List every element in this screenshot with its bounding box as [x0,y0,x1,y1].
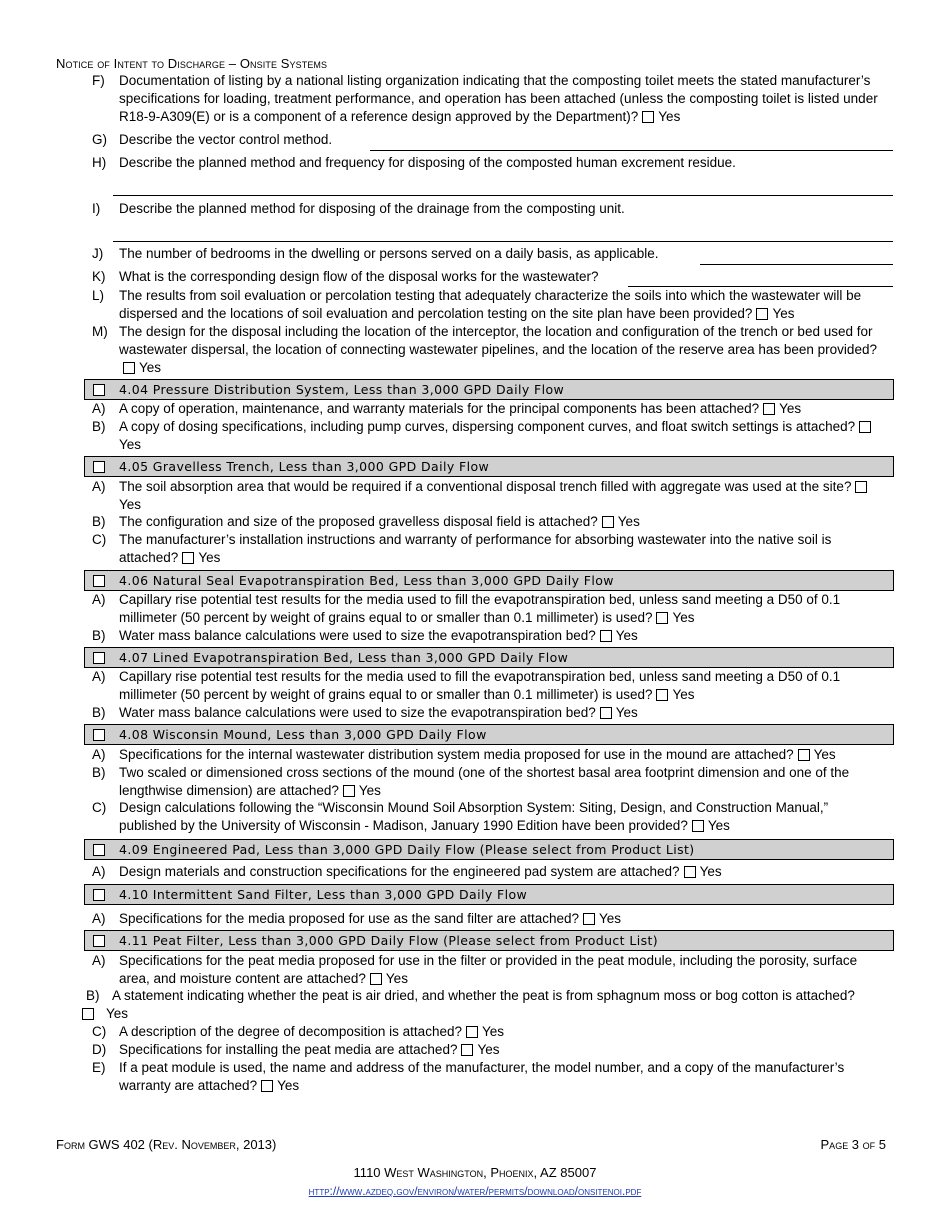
vector-control-answer-line[interactable] [370,150,893,151]
item-text: Water mass balance calculations were used to size the evapotranspiration bed? [119,628,596,643]
section-4-11-header [84,930,894,951]
item-letter: J) [92,246,104,261]
page-header: Notice of Intent to Discharge – Onsite Systems [56,56,328,71]
item-letter: I) [92,201,101,216]
yes-checkbox[interactable] [855,481,867,493]
item-text: Describe the planned method for disposing of the drainage from the composting unit. [119,201,625,216]
section-4-10-item-a [84,910,884,928]
section-4-11-item-b [78,987,878,1023]
section-4-04-header [84,379,894,400]
item-text: A description of the degree of decomposition is attached? [119,1024,462,1039]
yes-checkbox[interactable] [343,785,355,797]
section-title: 4.05 Gravelless Trench, Less than 3,000 GPD Daily Flow [119,459,490,474]
item-letter: K) [92,269,106,284]
item-text: A copy of dosing specifications, including pump curves, dispersing component curves, and float switch settings is attached? [119,419,856,434]
section-4-07-item-b [84,704,884,722]
yes-checkbox[interactable] [859,421,871,433]
item-letter: L) [92,288,105,303]
item-i [84,200,884,218]
yes-checkbox[interactable] [600,630,612,642]
yes-checkbox[interactable] [370,973,382,985]
section-4-08-item-a [84,746,884,764]
section-4-04-item-a [84,400,884,418]
yes-checkbox[interactable] [461,1044,473,1056]
yes-label: Yes [599,911,622,926]
yes-label: Yes [813,747,836,762]
section-4-08-header [84,724,894,745]
item-letter: H) [92,155,107,170]
item-letter: A) [92,669,106,684]
item-letter: B) [92,628,106,643]
item-text: Capillary rise potential test results for the media used to fill the evapotranspiration bed, unless sand meeting a D50 of 0.1 millimeter (50 percent by weight of grains equal to or smaller than 0.1 millimeter) is used? [119,669,841,702]
form-number: Form GWS 402 (Rev. November, 2013) [56,1137,277,1152]
yes-checkbox[interactable] [684,866,696,878]
item-letter: F) [92,73,105,88]
item-text: Specifications for installing the peat media are attached? [119,1042,458,1057]
section-title: 4.11 Peat Filter, Less than 3,000 GPD Daily Flow (Please select from Product List) [119,933,659,948]
yes-label: Yes [385,971,408,986]
section-4-05-item-b [84,513,884,531]
section-4-05-header [84,456,894,477]
yes-checkbox[interactable] [763,403,775,415]
section-checkbox[interactable] [93,729,105,741]
item-letter: G) [92,132,107,147]
yes-label: Yes [481,1024,505,1039]
section-4-10-header [84,884,894,905]
section-checkbox[interactable] [93,935,105,947]
item-letter: A) [92,911,106,926]
yes-label: Yes [779,401,802,416]
item-letter: A) [92,747,106,762]
item-k [84,268,884,286]
section-title: 4.09 Engineered Pad, Less than 3,000 GPD Daily Flow (Please select from Product List) [119,842,695,857]
item-text: If a peat module is used, the name and address of the manufacturer, the model number, and a copy of the manufacturer’s warranty are attached? [119,1060,845,1093]
section-4-11-item-e [84,1059,884,1095]
section-4-09-item-a [84,863,884,881]
section-title: 4.10 Intermittent Sand Filter, Less than 3,000 GPD Daily Flow [119,887,528,902]
section-4-05-item-c [84,531,884,567]
section-title: 4.07 Lined Evapotranspiration Bed, Less than 3,000 GPD Daily Flow [119,650,569,665]
item-letter: C) [92,532,107,547]
item-text: The soil absorption area that would be required if a conventional disposal trench filled with aggregate was used at the site? [119,479,852,494]
yes-label: Yes [699,864,722,879]
yes-checkbox[interactable] [123,362,135,374]
yes-label: Yes [707,818,730,833]
yes-checkbox[interactable] [642,111,654,123]
yes-checkbox[interactable] [798,749,810,761]
item-text: A statement indicating whether the peat is air dried, and whether the peat is from sphagnum moss or bog cotton is attached? [112,988,855,1003]
yes-label: Yes [672,610,695,625]
item-letter: B) [92,705,106,720]
item-letter: A) [92,953,106,968]
item-g [84,131,884,149]
yes-label: Yes [277,1078,300,1093]
section-title: 4.04 Pressure Distribution System, Less than 3,000 GPD Daily Flow [119,382,565,397]
yes-label: Yes [477,1042,500,1057]
page-number: Page 3 of 5 [820,1137,886,1152]
item-text: The results from soil evaluation or percolation testing that adequately characterize the soils into which the wastewater will be dispersed and the locations of soil evaluation and percolation testing on the site plan have been provided? [119,288,862,321]
yes-checkbox[interactable] [182,552,194,564]
item-j [84,245,884,263]
yes-checkbox[interactable] [82,1008,94,1020]
bedrooms-answer-line[interactable] [700,264,893,265]
section-4-06-item-a [84,591,884,627]
item-text: Specifications for the peat media proposed for use in the filter or provided in the peat module, including the porosity, surface area, and moisture content are attached? [119,953,858,986]
item-m [84,323,884,377]
yes-checkbox[interactable] [656,689,668,701]
yes-checkbox[interactable] [692,820,704,832]
yes-checkbox[interactable] [261,1080,273,1092]
yes-label: Yes [617,514,640,529]
item-letter: A) [92,592,106,607]
section-4-11-item-d [84,1041,884,1059]
section-checkbox[interactable] [93,575,105,587]
item-letter: B) [92,514,106,529]
item-h [84,154,884,172]
item-text: Water mass balance calculations were used to size the evapotranspiration bed? [119,705,596,720]
form-download-link[interactable]: http://www.azdeq.gov/environ/water/permits/download/onsitenoi.pdf [308,1184,642,1198]
section-title: 4.06 Natural Seal Evapotranspiration Bed, Less than 3,000 GPD Daily Flow [119,573,614,588]
section-checkbox[interactable] [93,652,105,664]
item-letter: B) [86,988,100,1003]
section-4-08-item-c [84,799,884,835]
section-4-11-item-a [84,952,884,988]
item-letter: A) [92,479,106,494]
item-text: Design materials and construction specifications for the engineered pad system are attached? [119,864,680,879]
section-4-07-header [84,647,894,668]
item-text: The manufacturer’s installation instructions and warranty of performance for absorbing wastewater into the native soil is attached? [119,532,832,565]
yes-label: Yes [658,109,681,124]
yes-label: Yes [119,437,142,452]
residue-disposal-answer-line[interactable] [113,195,893,196]
item-letter: B) [92,765,106,780]
item-letter: E) [92,1060,106,1075]
section-checkbox[interactable] [93,384,105,396]
item-text: Design calculations following the “Wisconsin Mound Soil Absorption System: Siting, Design, and Construction Manual,” published by the University of Wisconsin - Madison, January 1990 Edition have been provided? [119,800,829,833]
item-text: A copy of operation, maintenance, and warranty materials for the principal components has been attached? [119,401,760,416]
item-text: Specifications for the internal wastewater distribution system media proposed for use in the mound are attached? [119,747,794,762]
item-letter: M) [92,324,108,339]
item-text: The configuration and size of the proposed gravelless disposal field is attached? [119,514,598,529]
section-title: 4.08 Wisconsin Mound, Less than 3,000 GPD Daily Flow [119,727,487,742]
item-letter: C) [92,1024,107,1039]
yes-checkbox[interactable] [656,612,668,624]
item-text: Capillary rise potential test results for the media used to fill the evapotranspiration bed, unless sand meeting a D50 of 0.1 millimeter (50 percent by weight of grains equal to or smaller than 0.1 millimeter) is used? [119,592,841,625]
item-l [84,287,884,323]
item-letter: B) [92,419,106,434]
yes-label: Yes [615,628,638,643]
item-text: Two scaled or dimensioned cross sections of the mound (one of the shortest basal area footprint dimension and one of the lengthwise dimension) are attached? [119,765,850,798]
item-text: Specifications for the media proposed for use as the sand filter are attached? [119,911,580,926]
section-checkbox[interactable] [93,889,105,901]
section-4-05-item-a [84,478,884,514]
drainage-disposal-answer-line[interactable] [113,241,893,242]
item-letter: C) [92,800,107,815]
item-text: Documentation of listing by a national listing organization indicating that the composting toilet meets the stated manufacturer’s specifications for loading, treatment performance, and operation has been attached (unless the composting toilet is listed under R18-9-A309(E) or is a component of a reference design approved by the Department)? [119,73,878,124]
item-text: Describe the vector control method. [119,132,333,147]
section-4-08-item-b [84,764,884,800]
section-checkbox[interactable] [93,461,105,473]
yes-checkbox[interactable] [602,516,614,528]
yes-checkbox[interactable] [466,1026,478,1038]
item-letter: A) [92,401,106,416]
item-f [84,72,884,126]
section-4-04-item-b [84,418,884,454]
item-text: The number of bedrooms in the dwelling or persons served on a daily basis, as applicable. [119,246,659,261]
item-letter: A) [92,864,106,879]
agency-address: 1110 West Washington, Phoenix, AZ 85007 [353,1165,597,1180]
item-text: Describe the planned method and frequency for disposing of the composted human excrement residue. [119,155,736,170]
yes-label: Yes [772,306,795,321]
yes-label: Yes [119,497,142,512]
section-4-11-item-c [84,1023,884,1041]
yes-checkbox[interactable] [756,308,768,320]
yes-label: Yes [139,360,162,375]
item-text: The design for the disposal including the location of the interceptor, the location and configuration of the trench or bed used for wastewater dispersal, the location of connecting wastewater pipelines, and the location of the reserve area has been provided? [119,324,877,357]
section-4-06-header [84,570,894,591]
yes-checkbox[interactable] [600,707,612,719]
section-checkbox[interactable] [93,844,105,856]
yes-label: Yes [198,550,221,565]
yes-label: Yes [358,783,381,798]
section-4-06-item-b [84,627,884,645]
yes-label: Yes [106,1006,129,1021]
section-4-09-header [84,839,894,860]
yes-label: Yes [615,705,638,720]
item-letter: D) [92,1042,107,1057]
yes-label: Yes [672,687,695,702]
item-text: What is the corresponding design flow of the disposal works for the wastewater? [119,269,599,284]
yes-checkbox[interactable] [583,913,595,925]
section-4-07-item-a [84,668,884,704]
